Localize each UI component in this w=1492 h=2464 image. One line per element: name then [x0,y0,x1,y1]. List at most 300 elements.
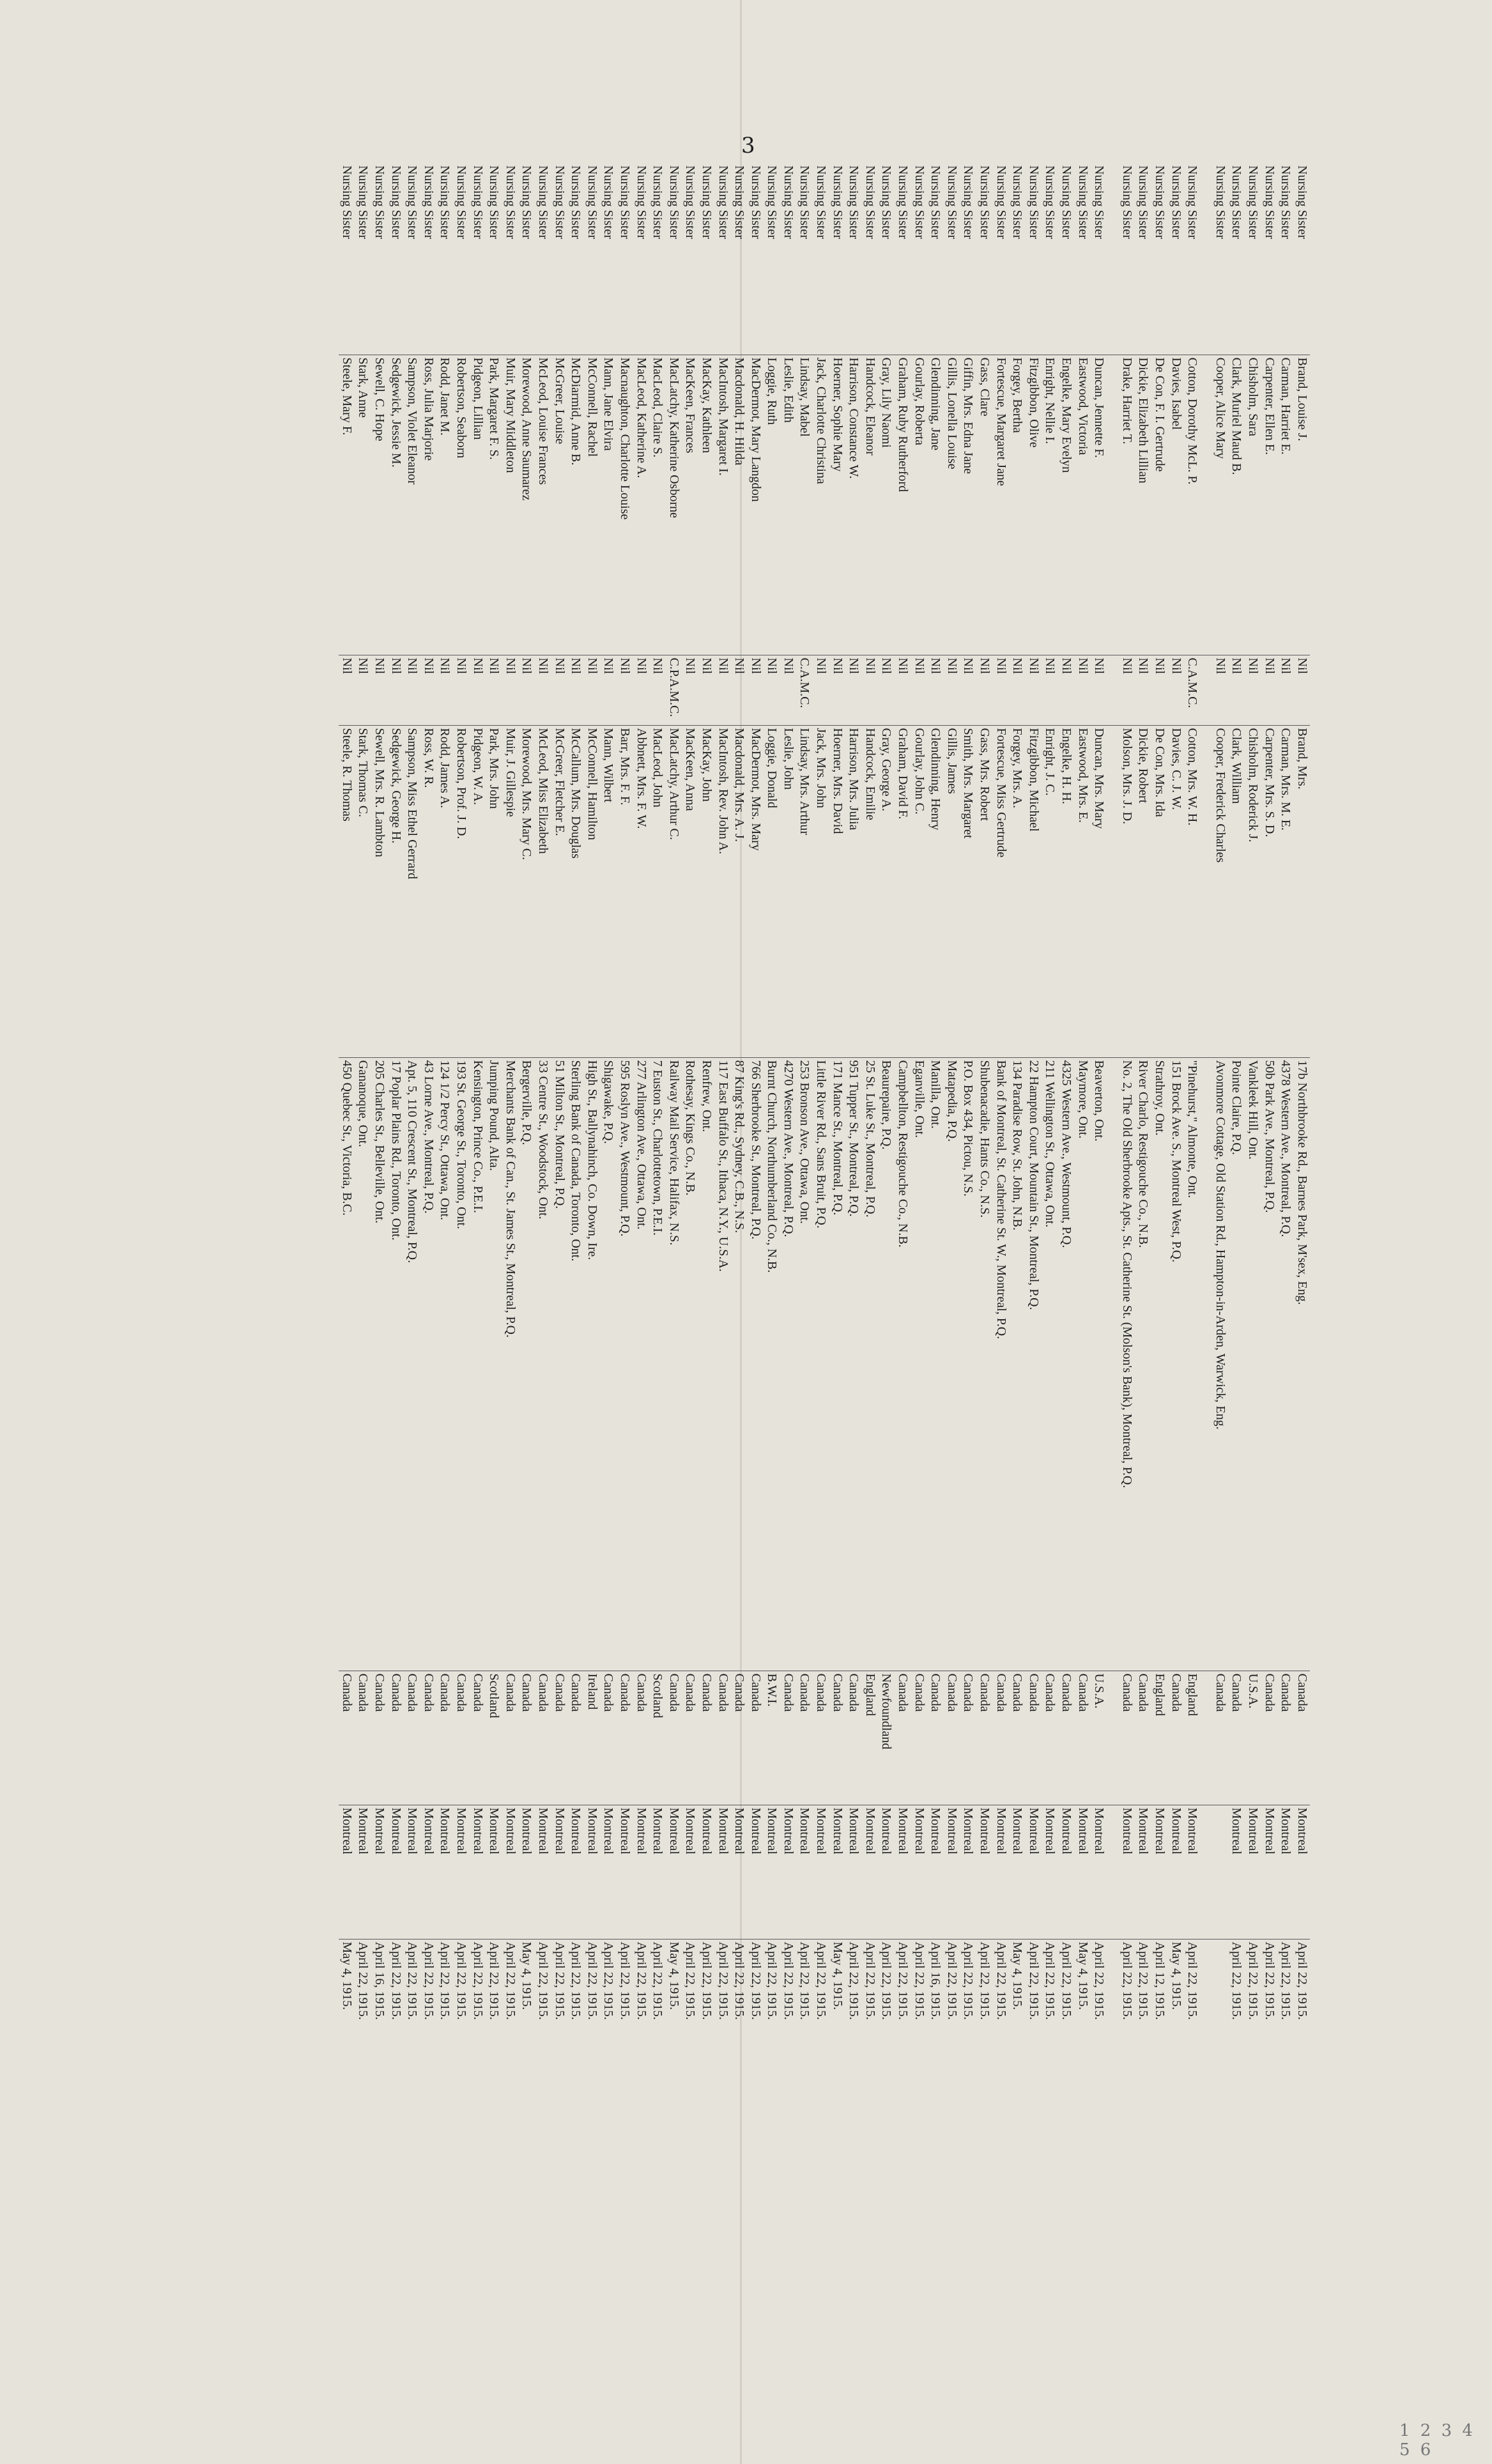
birthplace-cell: England [862,1671,879,1805]
place-of-enlistment-cell: Montreal [535,1805,551,1939]
address-cell: Shubenacadie, Hants Co., N.S. [976,1057,993,1671]
rank-cell: Nursing Sister [404,163,420,355]
place-of-enlistment-cell: Montreal [845,1805,862,1939]
rank-cell: Nursing Sister [355,163,371,355]
date-of-enlistment-cell: April 22, 1915. [1262,1941,1277,2020]
date-of-enlistment-cell: April 22, 1915. [650,1941,665,2020]
next-of-kin-cell: Steele, R. Thomas [339,725,355,1057]
table-row [1211,163,1228,2220]
rank-cell: Nursing Sister [1211,163,1228,355]
place-of-enlistment-cell: Montreal [1293,1805,1310,1939]
rank-cell: Nursing Sister [895,163,911,355]
name-cell: Glendinning, Jane [927,355,944,655]
birthplace-cell: Canada [339,1671,355,1805]
previous-service-cell: Nil [731,655,748,725]
place-of-enlistment-cell: Montreal [469,1805,486,1939]
birthplace-cell: Ireland [583,1671,600,1805]
date-of-enlistment-cell: April 22, 1915. [699,1941,714,2020]
rank-cell: Nursing Sister [1261,163,1277,355]
date-of-enlistment-cell: April 22, 1915. [405,1941,420,2020]
name-cell: Harrison, Constance W. [845,355,862,655]
name-cell: Fortescue, Margaret Jane [992,355,1009,655]
address-cell: Railway Mail Service, Halifax, N.S. [665,1057,682,1671]
next-of-kin-cell: Cotton, Mrs. W. H. [1184,725,1201,1057]
place-of-enlistment-cell: Montreal [976,1805,993,1939]
place-of-enlistment-cell: Montreal [1058,1805,1075,1939]
next-of-kin-cell: McCallum, Mrs. Douglas [567,725,584,1057]
table-row [960,163,976,2220]
name-cell: Leslie, Edith [780,355,797,655]
next-of-kin-cell: McConnell, Hamilton [583,725,600,1057]
next-of-kin-cell: Graham, David F. [895,725,911,1057]
previous-service-cell: Nil [486,655,502,725]
place-of-enlistment-cell: Montreal [371,1805,388,1939]
place-of-enlistment-cell [1211,1805,1228,1939]
spacer-cell [1200,1939,1211,2220]
rank-cell: Nursing Sister [862,163,879,355]
previous-service-cell: Nil [1277,655,1294,725]
place-of-enlistment-cell: Montreal [339,1805,355,1939]
previous-service-cell: Nil [518,655,535,725]
name-cell: McLeod, Louise Frances [535,355,551,655]
next-of-kin-cell: Fortescue, Miss Gertrude [992,725,1009,1057]
previous-service-cell: Nil [813,655,829,725]
date-of-enlistment-cell: April 22, 1915. [421,1941,436,2020]
next-of-kin-cell: Sampson, Miss Ethel Gerrard [404,725,420,1057]
previous-service-cell: Nil [1228,655,1245,725]
table-row [682,163,698,2220]
date-of-enlistment-cell: May 4, 1915. [1075,1941,1090,2010]
address-cell: Little River Rd., Sans Bruit, P.Q. [813,1057,829,1671]
address-cell: Eganville, Ont. [911,1057,927,1671]
next-of-kin-cell: Chisholm, Roderick J. [1245,725,1261,1057]
name-cell: Enright, Nellie I. [1042,355,1058,655]
date-of-enlistment-cell: April 22, 1915. [1295,1941,1309,2020]
table-row [1042,163,1058,2220]
spacer-cell [1200,355,1211,655]
address-cell: Pointe Claire, P.Q. [1228,1057,1245,1671]
place-of-enlistment-cell: Montreal [617,1805,633,1939]
date-of-enlistment-cell: April 22, 1915. [1245,1941,1260,2020]
next-of-kin-cell: MacKeen, Anna [682,725,698,1057]
address-cell: 25 St. Luke St., Montreal, P.Q. [862,1057,879,1671]
rank-cell: Nursing Sister [731,163,748,355]
spacer-cell [1200,1805,1211,1939]
place-of-enlistment-cell: Montreal [796,1805,813,1939]
table-row [714,163,731,2220]
rank-cell: Nursing Sister [583,163,600,355]
table-row [1293,163,1310,2220]
address-cell: River Charlo, Restigouche Co., N.B. [1135,1057,1151,1671]
next-of-kin-cell: Muir, J. Gillespie [502,725,519,1057]
next-of-kin-cell: Dickie, Robert [1135,725,1151,1057]
rank-cell: Nursing Sister [1167,163,1184,355]
table-row [1245,163,1261,2220]
name-cell: Park, Margaret F. S. [486,355,502,655]
previous-service-cell: Nil [1026,655,1042,725]
name-cell: Hoerner, Sophie Mary [829,355,845,655]
address-cell: 4270 Western Ave., Montreal, P.Q. [780,1057,797,1671]
table-row [1135,163,1151,2220]
name-cell: Pidgeon, Lillian [469,355,486,655]
previous-service-cell: Nil [1135,655,1151,725]
previous-service-cell: Nil [1058,655,1075,725]
address-cell: Bank of Montreal, St. Catherine St. W., Montreal, P.Q. [992,1057,1009,1671]
next-of-kin-cell: Gass, Mrs. Robert [976,725,993,1057]
address-cell: Beaurepaire, P.Q. [878,1057,895,1671]
address-cell: 951 Tupper St., Montreal, P.Q. [845,1057,862,1671]
rank-cell: Nursing Sister [371,163,388,355]
spacer-cell [1107,355,1118,655]
next-of-kin-cell: Fitzgibbon, Michael [1026,725,1042,1057]
name-cell: Forgey, Bertha [1009,355,1026,655]
spacer-cell [1200,725,1211,1057]
birthplace-cell: Canada [469,1671,486,1805]
rank-cell: Nursing Sister [567,163,584,355]
rank-cell: Nursing Sister [535,163,551,355]
name-cell: Stark, Anne [355,355,371,655]
date-of-enlistment-cell: April 12, 1915. [1152,1941,1167,2020]
address-cell: Manilla, Ont. [927,1057,944,1671]
next-of-kin-cell: Duncan, Mrs. Mary [1091,725,1107,1057]
birthplace-cell: Canada [371,1671,388,1805]
table-row [796,163,813,2220]
birthplace-cell: England [1184,1671,1201,1805]
birthplace-cell: England [1151,1671,1168,1805]
table-row [371,163,388,2220]
name-cell: Cooper, Alice Mary [1211,355,1228,655]
name-cell: MacKay, Kathleen [698,355,715,655]
name-cell: Carpenter, Ellen E. [1261,355,1277,655]
address-cell: Strathroy, Ont. [1151,1057,1168,1671]
address-cell: 171 Mance St., Montreal, P.Q. [829,1057,845,1671]
table-row [518,163,535,2220]
date-of-enlistment-cell: April 22, 1915. [552,1941,567,2020]
date-of-enlistment-cell: April 22, 1915. [634,1941,649,2020]
previous-service-cell: Nil [649,655,666,725]
address-cell: 50b Park Ave., Montreal, P.Q. [1261,1057,1277,1671]
previous-service-cell: Nil [992,655,1009,725]
table-row [1167,163,1184,2220]
rank-cell: Nursing Sister [1277,163,1294,355]
rank-cell: Nursing Sister [518,163,535,355]
next-of-kin-cell: MacLatchy, Arthur C. [665,725,682,1057]
date-of-enlistment-cell: May 4, 1915. [519,1941,534,2010]
place-of-enlistment-cell: Montreal [1026,1805,1042,1939]
date-of-enlistment-cell: April 22, 1915. [961,1941,976,2020]
previous-service-cell: Nil [714,655,731,725]
previous-service-cell: Nil [617,655,633,725]
previous-service-cell: Nil [829,655,845,725]
place-of-enlistment-cell: Montreal [1042,1805,1058,1939]
date-of-enlistment-cell: April 22, 1915. [601,1941,616,2020]
date-of-enlistment-cell: April 22, 1915. [617,1941,632,2020]
address-cell: 253 Bronson Ave., Ottawa, Ont. [796,1057,813,1671]
birthplace-cell: Canada [600,1671,617,1805]
previous-service-cell: Nil [747,655,764,725]
place-of-enlistment-cell: Montreal [944,1805,960,1939]
rank-cell: Nursing Sister [1091,163,1107,355]
name-cell: MacDermot, Mary Langdon [747,355,764,655]
next-of-kin-cell: Hoerner, Mrs. David [829,725,845,1057]
name-cell: Muir, Mary Middleton [502,355,519,655]
next-of-kin-cell: Abbnett, Mrs. F. W. [633,725,649,1057]
birthplace-cell: Canada [927,1671,944,1805]
place-of-enlistment-cell: Montreal [518,1805,535,1939]
table-row [617,163,633,2220]
date-of-enlistment-cell: April 22, 1915. [912,1941,927,2020]
address-cell: Jumping Pound, Alta. [486,1057,502,1671]
rank-cell: Nursing Sister [682,163,698,355]
birthplace-cell: Canada [453,1671,470,1805]
address-cell: Merchants Bank of Can., St. James St., Montreal, P.Q. [502,1057,519,1671]
name-cell: Lindsay, Mabel [796,355,813,655]
place-of-enlistment-cell: Montreal [1245,1805,1261,1939]
address-cell: 134 Paradise Row, St. John, N.B. [1009,1057,1026,1671]
place-of-enlistment-cell: Montreal [1074,1805,1091,1939]
table-row [1074,163,1091,2220]
name-cell: Chisholm, Sara [1245,355,1261,655]
birthplace-cell: Canada [1042,1671,1058,1805]
previous-service-cell: C.A.M.C. [1184,655,1201,725]
rank-cell: Nursing Sister [469,163,486,355]
date-of-enlistment-cell: May 4, 1915. [1010,1941,1025,2010]
table-row [600,163,617,2220]
name-cell: Davies, Isabel [1167,355,1184,655]
page-number: 3 [741,133,755,158]
next-of-kin-cell: Sewell, Mrs. R. Lambton [371,725,388,1057]
rank-cell: Nursing Sister [600,163,617,355]
rank-cell: Nursing Sister [927,163,944,355]
next-of-kin-cell: Gourlay, John C. [911,725,927,1057]
date-of-enlistment-cell: April 22, 1915. [1026,1941,1041,2020]
next-of-kin-cell: MacDermot, Mrs. Mary [747,725,764,1057]
place-of-enlistment-cell: Montreal [486,1805,502,1939]
name-cell: Gourlay, Roberta [911,355,927,655]
table-row [878,163,895,2220]
place-of-enlistment-cell: Montreal [927,1805,944,1939]
date-of-enlistment-cell: April 22, 1915. [535,1941,550,2020]
address-cell: 277 Arlington Ave., Ottawa, Ont. [633,1057,649,1671]
name-cell: Duncan, Jennette F. [1091,355,1107,655]
rank-cell: Nursing Sister [813,163,829,355]
name-cell: Sampson, Violet Eleanor [404,355,420,655]
table-row [502,163,519,2220]
previous-service-cell: Nil [845,655,862,725]
previous-service-cell: Nil [535,655,551,725]
table-row [731,163,748,2220]
rank-cell: Nursing Sister [420,163,437,355]
date-of-enlistment-cell: April 22, 1915. [388,1941,403,2020]
previous-service-cell: Nil [1167,655,1184,725]
date-of-enlistment-cell: April 22, 1915. [748,1941,763,2020]
rank-cell: Nursing Sister [665,163,682,355]
date-of-enlistment-cell: April 22, 1915. [781,1941,796,2020]
date-of-enlistment-cell: April 22, 1915. [994,1941,1008,2020]
address-cell: Apt. 5, 110 Crescent St., Montreal, P.Q. [404,1057,420,1671]
table-row [355,163,371,2220]
rank-cell: Nursing Sister [764,163,780,355]
next-of-kin-cell: Macdonald, Mrs. A. J. [731,725,748,1057]
table-row [813,163,829,2220]
table-row [829,163,845,2220]
table-row [387,163,404,2220]
place-of-enlistment-cell: Montreal [992,1805,1009,1939]
table-row [944,163,960,2220]
place-of-enlistment-cell: Montreal [600,1805,617,1939]
name-cell: Rodd, Janet M. [436,355,453,655]
date-of-enlistment-cell: April 22, 1915. [356,1941,371,2020]
previous-service-cell: Nil [1042,655,1058,725]
next-of-kin-cell: Leslie, John [780,725,797,1057]
place-of-enlistment-cell: Montreal [583,1805,600,1939]
table-row [1228,163,1245,2220]
date-of-enlistment-cell: May 4, 1915. [830,1941,845,2010]
name-cell: De Con, F. I. Gertrude [1151,355,1168,655]
birthplace-cell: Canada [633,1671,649,1805]
birthplace-cell: Canada [518,1671,535,1805]
rank-cell: Nursing Sister [944,163,960,355]
address-cell: 22 Hampton Court, Mountain St., Montreal, P.Q. [1026,1057,1042,1671]
date-of-enlistment-cell: April 22, 1915. [569,1941,583,2020]
birthplace-cell: Scotland [486,1671,502,1805]
previous-service-cell: Nil [583,655,600,725]
date-of-enlistment-cell: April 22, 1915. [797,1941,812,2020]
next-of-kin-cell: McLeod, Miss Elizabeth [535,725,551,1057]
rank-cell: Nursing Sister [339,163,355,355]
next-of-kin-cell: Davies, C. J. W. [1167,725,1184,1057]
previous-service-cell: Nil [633,655,649,725]
address-cell: 193 St. George St., Toronto, Ont. [453,1057,470,1671]
birthplace-cell: Canada [387,1671,404,1805]
birthplace-cell: Canada [731,1671,748,1805]
next-of-kin-cell: Rodd, James A. [436,725,453,1057]
previous-service-cell: Nil [698,655,715,725]
name-cell: MacLeod, Katherine A. [633,355,649,655]
next-of-kin-cell: Jack, Mrs. John [813,725,829,1057]
rank-cell: Nursing Sister [845,163,862,355]
birthplace-cell: B.W.I. [764,1671,780,1805]
next-of-kin-cell: Mann, Wilbert [600,725,617,1057]
address-cell: Kensington, Prince Co., P.E.I. [469,1057,486,1671]
previous-service-cell: Nil [339,655,355,725]
spacer-cell [1200,655,1211,725]
date-of-enlistment-cell: April 22, 1915. [1185,1941,1200,2020]
place-of-enlistment-cell: Montreal [780,1805,797,1939]
spacer-cell [1107,1939,1118,2220]
next-of-kin-cell: Gray, George A. [878,725,895,1057]
previous-service-cell: Nil [1074,655,1091,725]
name-cell: Sewell, C. Hope [371,355,388,655]
previous-service-cell: C.P.A.M.C. [665,655,682,725]
place-of-enlistment-cell: Montreal [502,1805,519,1939]
spacer-cell [1107,163,1118,355]
address-cell: 17 Poplar Plains Rd., Toronto, Ont. [387,1057,404,1671]
name-cell: Clark, Muriel Maud B. [1228,355,1245,655]
place-of-enlistment-cell: Montreal [420,1805,437,1939]
rank-cell: Nursing Sister [1293,163,1310,355]
date-of-enlistment-cell: April 16, 1915. [928,1941,943,2020]
address-cell: "Pinehurst," Almonte, Ont. [1184,1057,1201,1671]
place-of-enlistment-cell: Montreal [1009,1805,1026,1939]
date-of-enlistment-cell: April 22, 1915. [1119,1941,1134,2020]
next-of-kin-cell: Handcock, Emilie [862,725,879,1057]
place-of-enlistment-cell: Montreal [1261,1805,1277,1939]
birthplace-cell: Canada [436,1671,453,1805]
next-of-kin-cell: Loggie, Donald [764,725,780,1057]
address-cell: Burnt Church, Northumberland Co., N.B. [764,1057,780,1671]
date-of-enlistment-cell: April 22, 1915. [978,1941,992,2020]
name-cell: McGreer, Louise [551,355,567,655]
birthplace-cell: Canada [1211,1671,1228,1805]
place-of-enlistment-cell: Montreal [747,1805,764,1939]
place-of-enlistment-cell: Montreal [862,1805,879,1939]
birthplace-cell: Canada [1118,1671,1135,1805]
next-of-kin-cell: Morewood, Mrs. Mary C. [518,725,535,1057]
previous-service-cell: Nil [911,655,927,725]
rank-cell: Nursing Sister [780,163,797,355]
date-of-enlistment-cell: May 4, 1915. [1169,1941,1183,2010]
place-of-enlistment-cell: Montreal [895,1805,911,1939]
rank-cell: Nursing Sister [698,163,715,355]
name-cell: MacLatchy, Katherine Osborne [665,355,682,655]
table-row [927,163,944,2220]
name-cell: Cotton, Dorothy McL. P. [1184,355,1201,655]
place-of-enlistment-cell: Montreal [813,1805,829,1939]
edge-mark: 1 2 3 4 5 6 [1399,2421,1475,2460]
name-cell: Eastwood, Victoria [1074,355,1091,655]
table-row [1009,163,1026,2220]
next-of-kin-cell: Engelke, H. H. [1058,725,1075,1057]
birthplace-cell: Canada [1228,1671,1245,1805]
previous-service-cell: Nil [371,655,388,725]
previous-service-cell: Nil [976,655,993,725]
birthplace-cell: Canada [796,1671,813,1805]
date-of-enlistment-cell: April 22, 1915. [1229,1941,1244,2020]
date-of-enlistment-cell: April 22, 1915. [847,1941,861,2020]
next-of-kin-cell: De Con, Mrs. Ida [1151,725,1168,1057]
address-cell: High St., Ballynahinch, Co. Down, Ire. [583,1057,600,1671]
date-of-enlistment-cell: May 4, 1915. [339,1941,354,2010]
table-row [698,163,715,2220]
name-cell: Loggie, Ruth [764,355,780,655]
previous-service-cell: Nil [1261,655,1277,725]
previous-service-cell: Nil [355,655,371,725]
birthplace-cell: Newfoundland [878,1671,895,1805]
previous-service-cell: C.A.M.C. [796,655,813,725]
birthplace-cell: Canada [682,1671,698,1805]
previous-service-cell: Nil [927,655,944,725]
birthplace-cell: Canada [845,1671,862,1805]
address-cell: 450 Quebec St., Victoria, B.C. [339,1057,355,1671]
name-cell: Gray, Lily Naomi [878,355,895,655]
next-of-kin-cell: Brand, Mrs. [1293,725,1310,1057]
address-cell: 205 Charles St., Belleville, Ont. [371,1057,388,1671]
rank-cell: Nursing Sister [747,163,764,355]
date-of-enlistment-cell: April 22, 1915. [1092,1941,1107,2020]
date-of-enlistment-cell: April 16, 1915. [373,1941,387,2020]
place-of-enlistment-cell: Montreal [698,1805,715,1939]
date-of-enlistment-cell: April 22, 1915. [487,1941,502,2020]
birthplace-cell: Canada [960,1671,976,1805]
group-spacer [1200,163,1211,2220]
table-row [1091,163,1107,2220]
rank-cell: Nursing Sister [1184,163,1201,355]
next-of-kin-cell: Harrison, Mrs. Julia [845,725,862,1057]
place-of-enlistment-cell: Montreal [731,1805,748,1939]
birthplace-cell: Canada [1135,1671,1151,1805]
spacer-cell [1107,655,1118,725]
